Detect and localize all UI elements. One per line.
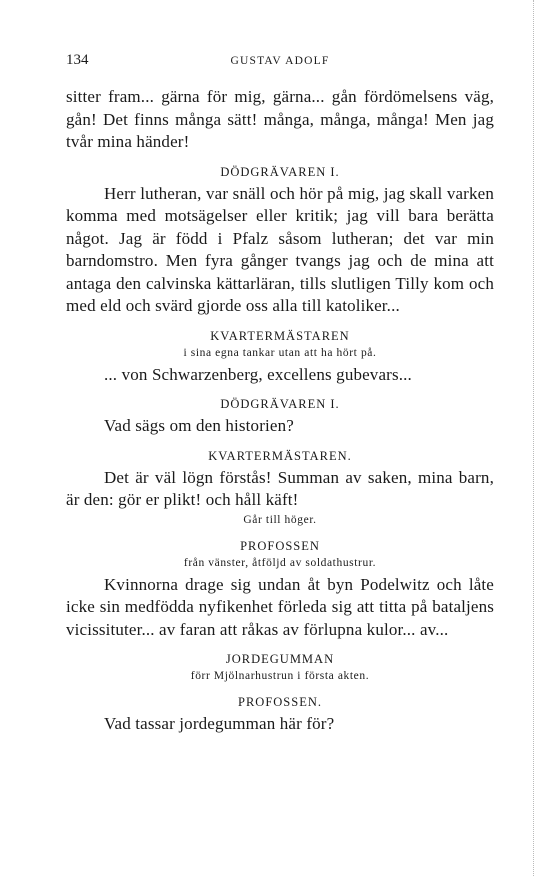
dialogue-text: sitter fram... gärna för mig, gärna... gån fördömelsens väg, gån! Det finns många sätt! många, många, många! Men jag tvår mina händer! bbox=[66, 87, 494, 151]
speaker-name: PROFOSSEN. bbox=[238, 695, 322, 709]
speaker-name: DÖDGRÄVAREN I. bbox=[220, 397, 340, 411]
dialogue-text: Herr lutheran, var snäll och hör på mig, jag skall varken komma med motsägelser eller kritik; jag vill bara berätta något. Jag är född i Pfalz såsom lutheran; det var min barndomstro. Men fyra gånger tvangs jag och de mina att antaga den calvinska kättarläran, tills slutligen Tilly kom och med eld och svärd gjorde oss alla till katoliker... bbox=[66, 183, 494, 315]
speaker-name: KVARTERMÄSTAREN. bbox=[208, 448, 352, 463]
speaker-name: KVARTERMÄSTAREN bbox=[210, 328, 350, 343]
dialogue-text: Vad sägs om den historien? bbox=[104, 416, 294, 435]
page-edge-divider bbox=[533, 0, 536, 876]
page-number: 134 bbox=[66, 52, 89, 68]
page-header bbox=[66, 52, 494, 74]
stage-direction: förr Mjölnarhustrun i första akten. bbox=[190, 670, 370, 682]
book-page bbox=[66, 52, 494, 736]
running-title: GUSTAV ADOLF bbox=[230, 55, 330, 67]
speaker-name: JORDEGUMMAN bbox=[225, 652, 335, 666]
dialogue-text: Kvinnorna drage sig undan åt byn Podelwitz och låte icke sin medfödda nyfikenhet förleda sig att titta på bataljens vicissituter... av faran att råkas av förlupna kulor... av... bbox=[66, 574, 494, 639]
dialogue-text: Det är väl lögn förstås! Summan av saken, mina barn, är den: gör er plikt! och håll käft! bbox=[66, 467, 494, 509]
dialogue-text: Vad tassar jordegumman här för? bbox=[104, 714, 335, 733]
stage-direction: Går till höger. bbox=[243, 513, 317, 526]
speaker-name: DÖDGRÄVAREN I. bbox=[220, 164, 340, 179]
dialogue-text: ... von Schwarzenberg, excellens gubevars... bbox=[104, 364, 412, 384]
stage-direction: i sina egna tankar utan att ha hört på. bbox=[183, 346, 377, 359]
speaker-name: PROFOSSEN bbox=[240, 538, 320, 553]
stage-direction: från vänster, åtföljd av soldathustrur. bbox=[183, 556, 377, 569]
